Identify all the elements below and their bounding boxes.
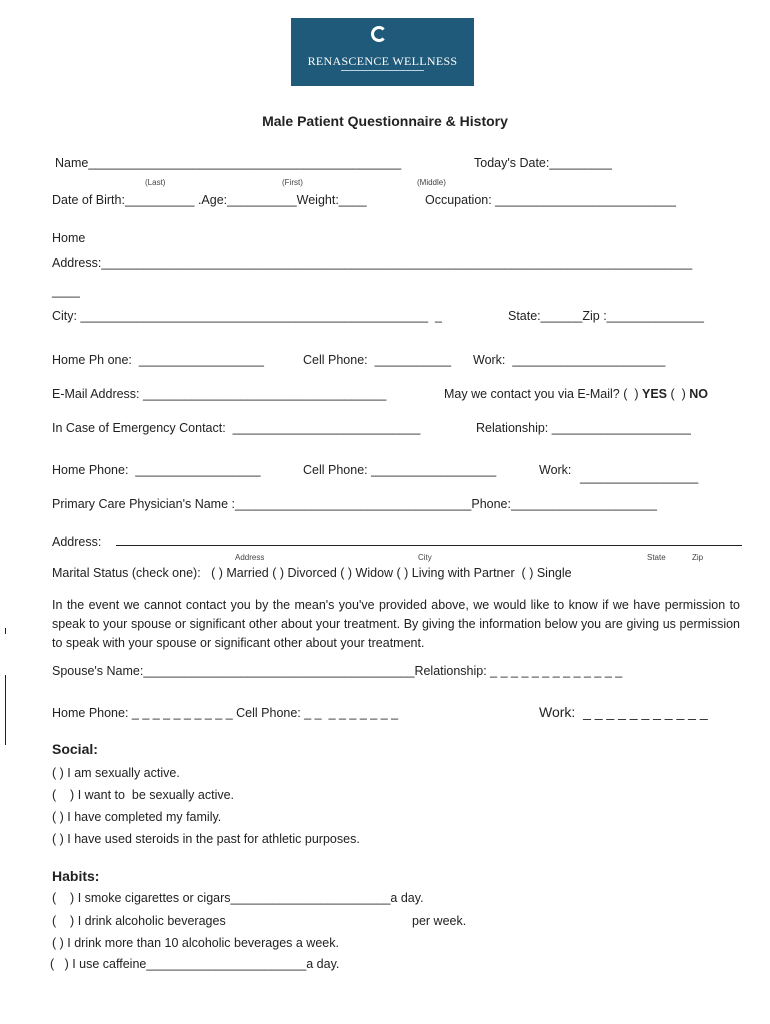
email-contact-question: [444, 386, 708, 402]
sublabel-city: City: [418, 553, 432, 562]
work-phone-field[interactable]: Work: ______________________: [473, 353, 666, 367]
sublabel-middle: (Middle): [417, 178, 446, 187]
address-continuation[interactable]: ____: [52, 284, 80, 298]
no-option[interactable]: NO: [689, 387, 709, 401]
margin-mark: [5, 628, 6, 634]
social-item[interactable]: ( ) I have completed my family.: [52, 810, 222, 824]
pcp-address-label: Address:: [52, 535, 102, 549]
dob-age-weight-fields[interactable]: Date of Birth:__________ .Age:__________Weight:____: [52, 193, 367, 207]
home-phone-field[interactable]: Home Ph one: __________________: [52, 353, 264, 367]
cell-phone-field[interactable]: Cell Phone: ___________: [303, 353, 452, 367]
pcp-address-line[interactable]: [116, 545, 742, 546]
marital-status-options[interactable]: Marital Status (check one): ( ) Married ( ) Divorced ( ) Widow ( ) Living with Partner ( ) Single: [52, 566, 572, 580]
occupation-field[interactable]: Occupation: __________________________: [425, 193, 676, 207]
yes-option[interactable]: YES: [642, 387, 668, 401]
logo-ring-icon: [371, 26, 387, 42]
todays-date-field[interactable]: Today's Date:_________: [474, 156, 612, 170]
habit-item[interactable]: ( ) I smoke cigarettes or cigars_______________________a day.: [52, 891, 424, 905]
logo-name: RENASCENCE WELLNESS: [307, 54, 458, 68]
emergency-work-label: Work:: [539, 463, 572, 477]
emergency-relationship-field[interactable]: Relationship: ____________________: [476, 421, 691, 435]
social-heading: Social:: [52, 741, 98, 757]
email-field[interactable]: E-Mail Address: ___________________________________: [52, 387, 387, 401]
city-field[interactable]: City: __________________________________________________ _: [52, 309, 442, 323]
spouse-phone-fields[interactable]: Home Phone: _ _ _ _ _ _ _ _ _ _ Cell Phone: _ _ _ _ _ _ _ _ _: [52, 706, 399, 720]
social-item[interactable]: ( ) I want to be sexually active.: [52, 788, 235, 802]
sublabel-address: Address: [235, 553, 265, 562]
emergency-contact-field[interactable]: In Case of Emergency Contact: ___________________________: [52, 421, 421, 435]
emergency-home-phone-field[interactable]: Home Phone: __________________: [52, 463, 261, 477]
home-address-field[interactable]: Address:_____________________________________________________________________________________: [52, 256, 693, 270]
sublabel-last: (Last): [145, 178, 166, 187]
name-field[interactable]: Name_____________________________________________: [55, 156, 402, 170]
sublabel-state: State: [647, 553, 666, 562]
renascence-wellness-logo: [291, 18, 474, 86]
pcp-field[interactable]: Primary Care Physician's Name :__________________________________Phone:_____________________: [52, 497, 657, 511]
logo-tagline-rule: [341, 70, 424, 71]
habit-item[interactable]: ( ) I drink more than 10 alcoholic beverages a week.: [52, 936, 339, 950]
habit-item[interactable]: ( ) I drink alcoholic beverages: [52, 914, 226, 928]
sublabel-zip: Zip: [692, 553, 704, 562]
state-zip-field[interactable]: State:______Zip :______________: [508, 309, 705, 323]
sublabel-first: (First): [282, 178, 303, 187]
margin-bar: [5, 675, 6, 745]
habits-heading: Habits:: [52, 868, 100, 884]
habit-item[interactable]: ( ) I use caffeine_______________________a day.: [50, 957, 340, 971]
no-checkbox[interactable]: ( ): [670, 387, 686, 401]
social-item[interactable]: ( ) I have used steroids in the past for athletic purposes.: [52, 832, 360, 846]
social-item[interactable]: ( ) I am sexually active.: [52, 766, 180, 780]
spouse-name-field[interactable]: Spouse's Name:_______________________________________Relationship: _ _ _ _ _ _ _ _ _ _ _ _ _: [52, 664, 623, 678]
per-week-label: per week.: [412, 914, 467, 928]
email-contact-text: May we contact you via E-Mail? ( ): [444, 387, 639, 401]
home-label: Home: [52, 231, 86, 245]
consent-paragraph: In the event we cannot contact you by the mean's you've provided above, we would like to know if we have permission to speak to your spouse or significant other about your treatment. By giving the information below you are giving us permission to speak with your spouse or significant other about your treatment.: [52, 598, 740, 650]
spouse-work-field[interactable]: Work: _ _ _ _ _ _ _ _ _ _ _: [539, 704, 708, 720]
emergency-work-field[interactable]: _________________: [580, 470, 699, 484]
form-title: Male Patient Questionnaire & History: [262, 113, 508, 129]
emergency-cell-phone-field[interactable]: Cell Phone: __________________: [303, 463, 497, 477]
